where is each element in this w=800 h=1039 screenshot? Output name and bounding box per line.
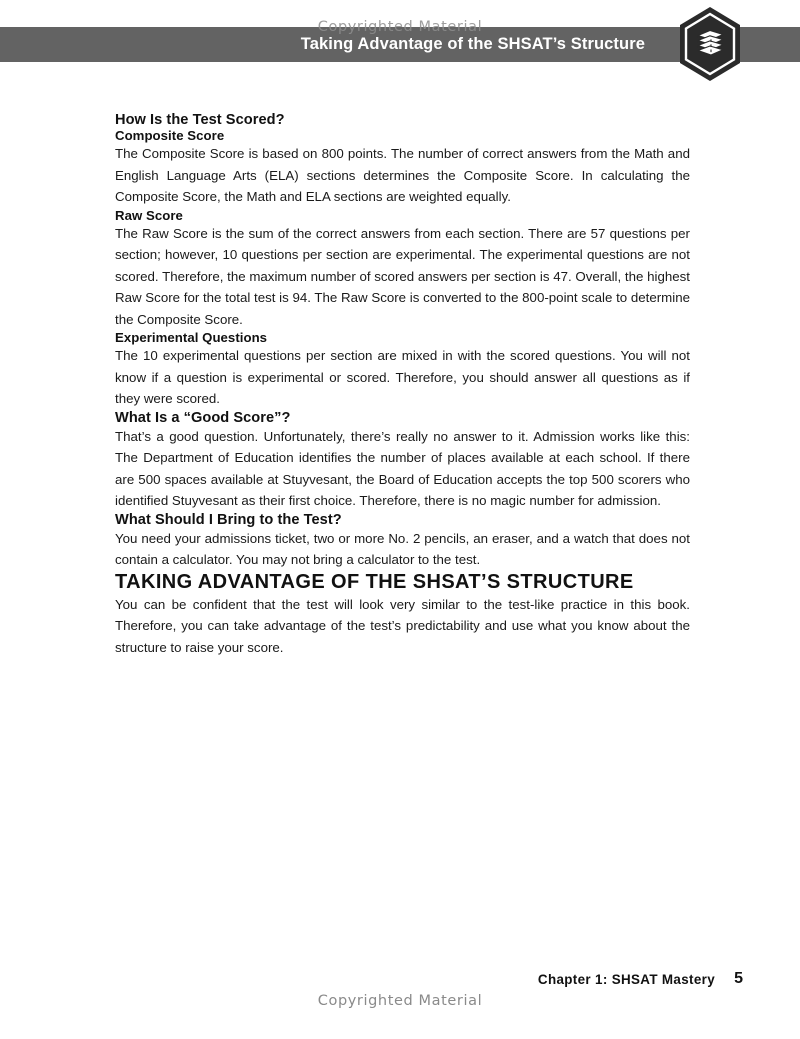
book-stack-hexagon-icon: [678, 6, 742, 82]
heading-composite-score: Composite Score: [115, 128, 225, 143]
running-header-title: Taking Advantage of the SHSAT’s Structure: [300, 35, 645, 53]
footer-page-number: 5: [734, 970, 743, 987]
heading-how-is-the-test-scored: How Is the Test Scored?: [115, 112, 285, 128]
chapter-section-title: TAKING ADVANTAGE OF THE SHSAT’S STRUCTURE: [115, 570, 634, 593]
footer-chapter-label: Chapter 1: SHSAT Mastery: [537, 972, 715, 987]
heading-experimental-questions: Experimental Questions: [115, 330, 268, 345]
page-content: [115, 112, 690, 658]
paragraph-chapter-intro: You can be confident that the test will look very similar to the test-like practice in this book. Therefore, you can take advantage of the test’s predictability and use what you know about the structure to raise your score.: [115, 596, 690, 655]
paragraph-composite-score: The Composite Score is based on 800 points. The number of correct answers from the Math and English Language Arts (ELA) sections determines the Composite Score. In calculating the Composite Score, the Math and ELA sections are weighted equally.: [115, 146, 690, 204]
paragraph-what-should-i-bring: You need your admissions ticket, two or more No. 2 pencils, an eraser, and a watch that does not contain a calculator. You may not bring a calculator to the test.: [115, 530, 690, 567]
heading-what-should-i-bring: What Should I Bring to the Test?: [115, 511, 342, 528]
paragraph-what-is-a-good-score: That’s a good question. Unfortunately, there’s really no answer to it. Admission works like this: The Department of Education identifies the number of places available at each school. If there are 500 spaces available at Stuyvesant, the Board of Education accepts the top 500 scorers who identified Stuyvesant as their first choice. Therefore, there is no magic number for admission.: [115, 428, 690, 508]
heading-what-is-a-good-score: What Is a “Good Score”?: [115, 409, 291, 426]
page-footer: [0, 972, 800, 994]
watermark-bottom: Copyrighted Material: [317, 993, 483, 1009]
heading-raw-score: Raw Score: [115, 207, 183, 223]
watermark-top: Copyrighted Material: [317, 19, 483, 35]
paragraph-raw-score: The Raw Score is the sum of the correct answers from each section. There are 57 questions per section; however, 10 questions per section are experimental. The experimental questions are not scored. Therefore, the maximum number of scored answers per section is 47. Overall, the highest Raw Score for the total test is 94. The Raw Score is converted to the 800-point scale to determine the Composite Score.: [115, 225, 690, 327]
paragraph-experimental-questions: The 10 experimental questions per section are mixed in with the scored questions. You will not know if a question is experimental or scored. Therefore, you should answer all questions as if they were scored.: [115, 348, 690, 406]
